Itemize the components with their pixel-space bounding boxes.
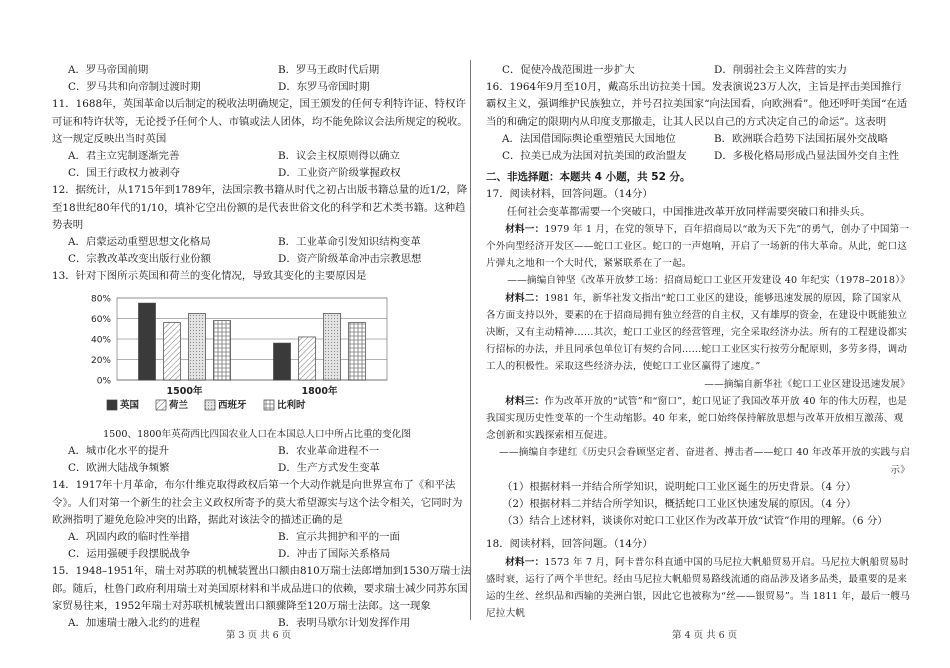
option: D．工业资产阶级掌握政权 (278, 167, 401, 180)
option: A．启蒙运动重塑思想文化格局 (68, 236, 211, 249)
option: A．罗马帝国前期 (68, 64, 149, 76)
q13-options (52, 443, 472, 460)
legend-swatch (264, 400, 274, 410)
legend-label: 比利时 (277, 399, 306, 411)
material-text: 作为改革开放的“试管”和“窗口”，蛇口见证了我国改革开放 40 年的伟大历程，也是我国实现历史性变革的一个生动缩影。40 年来，蛇口始终保持解放思想与改革开放相互激荡、观念创新和实践探索相互促进。 (486, 395, 908, 442)
option: D．资产阶级革命冲击宗教思想 (278, 253, 422, 266)
material-label: 材料一： (505, 556, 545, 568)
material-text: 1979 年 1 月，在党的领导下，百年招商局以“敢为天下先”的勇气，创办了中国第一个外向型经济开发区——蛇口工业区。蛇口的一声炮响，开启了一场新的伟大革命。从此，蛇口这片弹丸之地和一个大时代，紧紧联系在了一起。 (486, 223, 910, 270)
bar-西班牙-1800年 (324, 313, 341, 380)
option: B．农业革命进程不一 (278, 445, 380, 458)
bar-西班牙-1500年 (189, 313, 206, 380)
option: A．加速瑞士融入北约的进程 (68, 617, 201, 630)
q15-options-cont (486, 62, 910, 79)
legend-swatch (156, 400, 166, 410)
material-text: 1981 年，新华社发文指出“蛇口工业区的建设，能够迅速发展的原因，除了国家从各方面支持以外，要素的在于招商局拥有独立经营的自主权，又有雄厚的资金，在建设中既能独立决断，又有主动精神……其次，蛇口工业区的经营管理，完全采取经济办法。所有的工程建设都实行招标的办法，并且同承包单位订有契约合同……蛇口工业区实行按劳分配原则，多劳多得，调动工人的积极性。采取这些经济办法，使蛇口工业区赢得了速度。” (486, 292, 908, 373)
material-source: ——摘编自新华社《蛇口工业区建设迅速发展》 (704, 378, 910, 390)
option: B．工业革命引发知识结构变革 (278, 236, 421, 249)
x-tick-label: 1500年 (166, 385, 203, 397)
material-source: ——摘编自李建红《历史只会眷顾坚定者、奋进者、搏击者——蛇口 40 年改革开放的实践与启示》 (499, 447, 910, 476)
y-tick-label: 20% (90, 355, 111, 366)
question-18-head: 18．阅读材料，回答问题。（14分） (486, 538, 653, 551)
y-tick-label: 60% (90, 314, 111, 325)
y-tick-label: 0% (96, 376, 111, 387)
option: A．城市化水平的提升 (68, 445, 170, 458)
material (486, 290, 910, 376)
legend-label: 荷兰 (169, 399, 189, 411)
option: D．东罗马帝国时期 (278, 81, 370, 94)
material-text: 1573 年 7 月，阿卡普尔科直通中国的马尼拉大帆船贸易开启。马尼拉大帆船贸易时盛时衰，运行了两个半世纪。经由马尼拉大帆船贸易路线流通的商品涉及诸多品类，最重要的是来运的生丝、丝织品和西输的美洲白银，因此它也被称为“丝——银贸易”。当 1811 年，最后一艘马尼拉大帆 (486, 556, 910, 620)
section-heading: 二、非选择题：本题共 4 小题，共 52 分。 (486, 171, 691, 184)
bar-英国-1500年 (139, 303, 156, 380)
legend-label: 英国 (120, 399, 140, 411)
question-17-intro: 任何社会变革都需要一个突破口，中国推进改革开放同样需要突破口和排头兵。 (506, 205, 871, 218)
question-12-stem: 12．据统计，从1715年到1789年，法国宗教书籍从时代之初占出版书籍总量的近1/2，降至18世纪80年代的1/10，填补它空出份额的是代表世俗文化的科学和艺术类书籍。这种趋势表明 (52, 184, 468, 231)
bar-chart (72, 290, 472, 426)
option: C．促使冷战范围进一步扩大 (502, 64, 635, 76)
legend-swatch (205, 400, 215, 410)
q16-options (486, 131, 910, 148)
page-footer-right: 第 4 页 共 6 页 (672, 630, 738, 641)
question-15-stem: 15．1948–1951年，瑞士对苏联的机械装置出口额由810万瑞士法郎增加到1530万瑞士法郎。随后，杜鲁门政府利用瑞士对美国原材料和半成品进口的依赖，要求瑞士减少同苏东国家贸易往来，1952年瑞士对苏联机械装置出口额骤降至120万瑞士法郎。这一现象 (52, 565, 471, 612)
page-footer-left: 第 3 页 共 6 页 (226, 630, 292, 641)
question-11-stem: 11．1688年，英国革命以后制定的税收法明确规定，国王颁发的任何专利特许证、特权许可证和特许状等，无论授予任何个人、市镇或法人团体，均不能免除议会法所规定的税收。这一规定反映出当时英国 (52, 98, 468, 145)
x-tick-label: 1800年 (301, 385, 338, 397)
material (486, 393, 910, 445)
question-14-stem: 14．1917年十月革命，布尔什维克取得政权后第一个大动作就是向世界宣布了《和平法令》。人们对第一个新生的社会主义政权所寄予的莫大希望源实与这个法令相关，它同时为欧洲指明了避免危险冲突的出路，据此对该法令的描述正确的是 (52, 479, 463, 526)
q12-options (52, 251, 472, 268)
bar-荷兰-1500年 (164, 322, 181, 379)
y-tick-label: 40% (90, 335, 111, 346)
question-13-stem: 13．针对下图所示英国和荷兰的变化情况，导致其变化的主要原因是 (52, 270, 367, 283)
q13-options (52, 460, 472, 477)
option: A．君主立宪制逐渐完善 (68, 150, 180, 163)
option: B．宣示共拥护和平的一面 (278, 531, 400, 544)
bar-chart-svg (72, 290, 402, 420)
bar-荷兰-1800年 (299, 337, 316, 380)
option: B．罗马王政时代后期 (278, 64, 380, 76)
material-label: 材料二： (505, 292, 545, 304)
sub-question: （3）结合上述材料，谈谈你对蛇口工业区作为改革开放“试管”作用的理解。（6 分） (502, 515, 888, 528)
legend-swatch (107, 400, 117, 410)
sub-question: （1）根据材料一并结合所学知识，说明蛇口工业区诞生的历史背景。（4 分） (502, 480, 857, 493)
option: C．国王行政权力被剥夺 (68, 167, 180, 180)
option: D．冲击了国际关系格局 (278, 548, 391, 561)
material (486, 554, 910, 623)
q10-options (52, 79, 472, 96)
bar-英国-1800年 (274, 343, 291, 380)
q11-options (52, 165, 472, 182)
q12-options (52, 234, 472, 251)
q10-options (52, 62, 472, 79)
q11-options (52, 148, 472, 165)
bar-比利时-1800年 (349, 322, 366, 379)
y-tick-label: 80% (90, 294, 111, 305)
option: D．多极化格局形成凸显法国外交自主性 (714, 150, 899, 163)
material (486, 221, 910, 273)
option: A．巩固内政的临时性举措 (68, 531, 190, 544)
option: B．表明马歇尔计划发挥作用 (278, 617, 411, 630)
q14-options (52, 546, 472, 563)
option: A．法国借国际舆论重塑殖民大国地位 (502, 132, 676, 145)
option: B．欧洲联合趋势下法国拓展外交战略 (714, 132, 888, 145)
legend-label: 西班牙 (218, 399, 247, 411)
q14-options (52, 529, 472, 546)
question-17-head: 17．阅读材料，回答问题。（14分） (486, 188, 653, 201)
option: C．运用强硬手段摆脱战争 (68, 548, 191, 561)
question-16-stem: 16．1964年9月至10月，戴高乐出访拉美十国。发表演说23万人次，主旨是抨击美国推行霸权主义，强调维护民族独立，并号召拉美国家“向法国看，向欧洲看”。他还呼吁美国“在适当的和确定的限期内从印度支那撤走，让其人民以自己的方式决定自己的命运”。这表明 (486, 81, 908, 128)
option: C．罗马共和向帝制过渡时期 (68, 81, 201, 94)
sub-question: （2）根据材料二并结合所学知识，概括蛇口工业区快速发展的原因。（4 分） (502, 498, 857, 511)
right-column (486, 62, 910, 623)
bar-比利时-1500年 (214, 320, 231, 379)
option: B．议会主权原则得以确立 (278, 150, 400, 163)
option: C．欧洲大陆战争频繁 (68, 462, 170, 475)
material-label: 材料一： (505, 223, 545, 235)
option: C．宗教改革改变出版行业份额 (68, 253, 212, 266)
option: D．削弱社会主义阵营的实力 (714, 64, 848, 76)
option: D．生产方式发生变革 (278, 462, 380, 475)
material-label: 材料三： (505, 395, 545, 407)
chart-caption: 1500、1800年英荷西比四国农业人口在本国总人口中所占比重的变化图 (103, 428, 411, 440)
material-source: ——摘编自钟坚《改革开放梦工场：招商局蛇口工业区开发建设 40 年纪实（1978–2018）》 (507, 275, 910, 287)
q16-options (486, 148, 910, 165)
option: C．拉美已成为法国对抗美国的政治盟友 (502, 150, 687, 163)
left-column (52, 62, 472, 632)
